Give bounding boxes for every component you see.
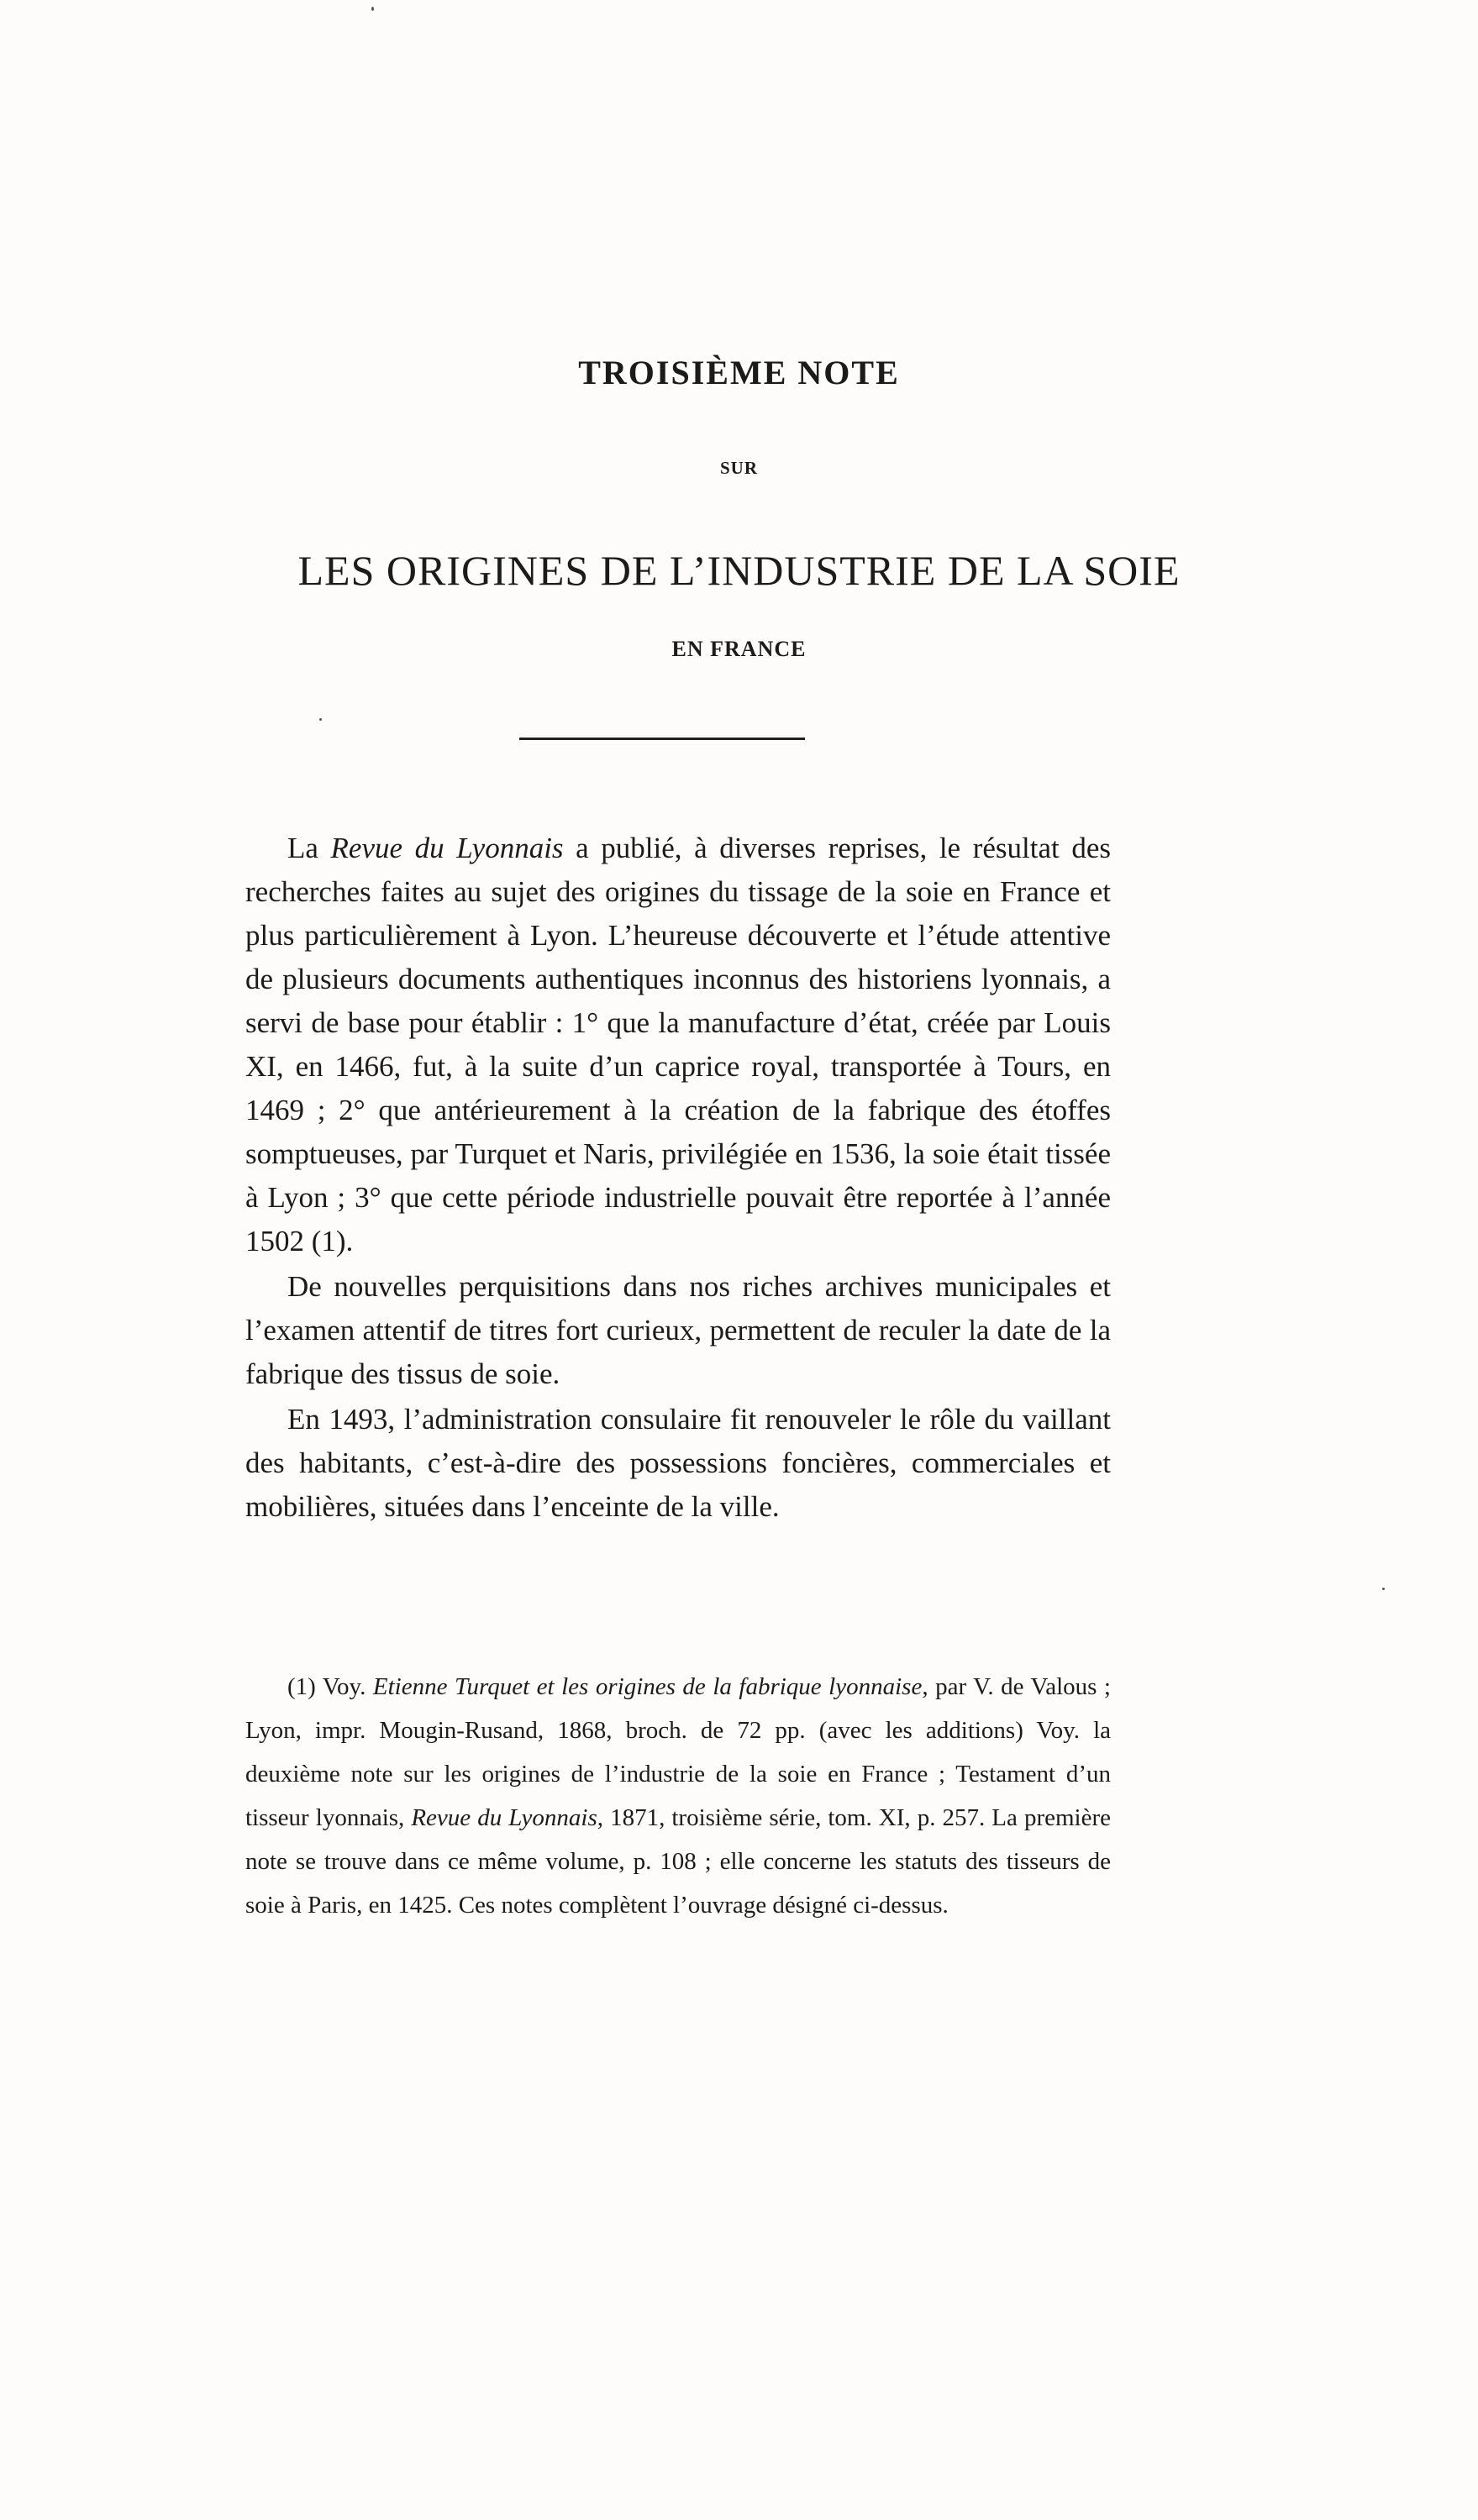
footnote-journal-title: Revue du Lyonnais (411, 1804, 597, 1831)
heading-main-title: LES ORIGINES DE L’INDUSTRIE DE LA SOIE (297, 547, 1181, 594)
paragraph-1 (245, 827, 1111, 1263)
heading-troisieme-note: TROISIÈME NOTE (578, 354, 900, 391)
print-speck (319, 718, 322, 721)
footnote-part-1: (1) Voy. (287, 1673, 373, 1700)
footnote-book-title: Etienne Turquet et les origines de la fabrique lyonnaise (372, 1673, 923, 1700)
footnote-part-3: , 1871, troisième série, tom. XI, p. 257. La première note se trouve dans ce même volume, p. 108 ; elle concerne les statuts des tisseurs de soie à Paris, en 1425. Ces notes complètent l’ouvrage désigné ci-dessus. (245, 1804, 1111, 1919)
heading-en-france: EN FRANCE (671, 637, 807, 661)
print-speck (371, 7, 374, 11)
paragraph-2: De nouvelles perquisitions dans nos riches archives municipales et l’examen attentif de titres fort curieux, permettent de reculer la date de la fabrique des tissus de soie. (245, 1270, 1111, 1390)
print-speck (1382, 1588, 1385, 1590)
paragraph-1-start: La (287, 832, 331, 864)
journal-title: Revue du Lyonnais (330, 832, 564, 864)
paragraph-1-rest: a publié, à diverses reprises, le résultat des recherches faites au sujet des origines du tissage de la soie en France et plus particulièrement à Lyon. L’heureuse découverte et l’étude attentive de plusieurs documents authentiques inconnus des historiens lyonnais, a servi de base pour établir : 1° que la manufacture d’état, créée par Louis XI, en 1466, fut, à la suite d’un caprice royal, transportée à Tours, en 1469 ; 2° que antérieurement à la création de la fabrique des étoffes somptueuses, par Turquet et Naris, privilégiée en 1536, la soie était tissée à Lyon ; 3° que cette période industrielle pouvait être reportée à l’année 1502 (1). (245, 832, 1111, 1257)
title-divider (519, 738, 805, 740)
footnote-part-2: , par V. de Valous ; Lyon, impr. Mougin-Rusand, 1868, broch. de 72 pp. (avec les additions) Voy. la deuxième note sur les origines de l’industrie de la soie en France ; Testament d’un tisseur lyonnais, (245, 1673, 1111, 1831)
heading-sur: SUR (719, 458, 758, 478)
paragraph-3: En 1493, l’administration consulaire fit renouveler le rôle du vaillant des habitants, c’est-à-dire des possessions foncières, commerciales et mobilières, situées dans l’enceinte de la ville. (245, 1403, 1111, 1523)
footnote-1 (245, 1665, 1111, 1927)
footnote (245, 1665, 1111, 1927)
body-text (245, 827, 1111, 1529)
